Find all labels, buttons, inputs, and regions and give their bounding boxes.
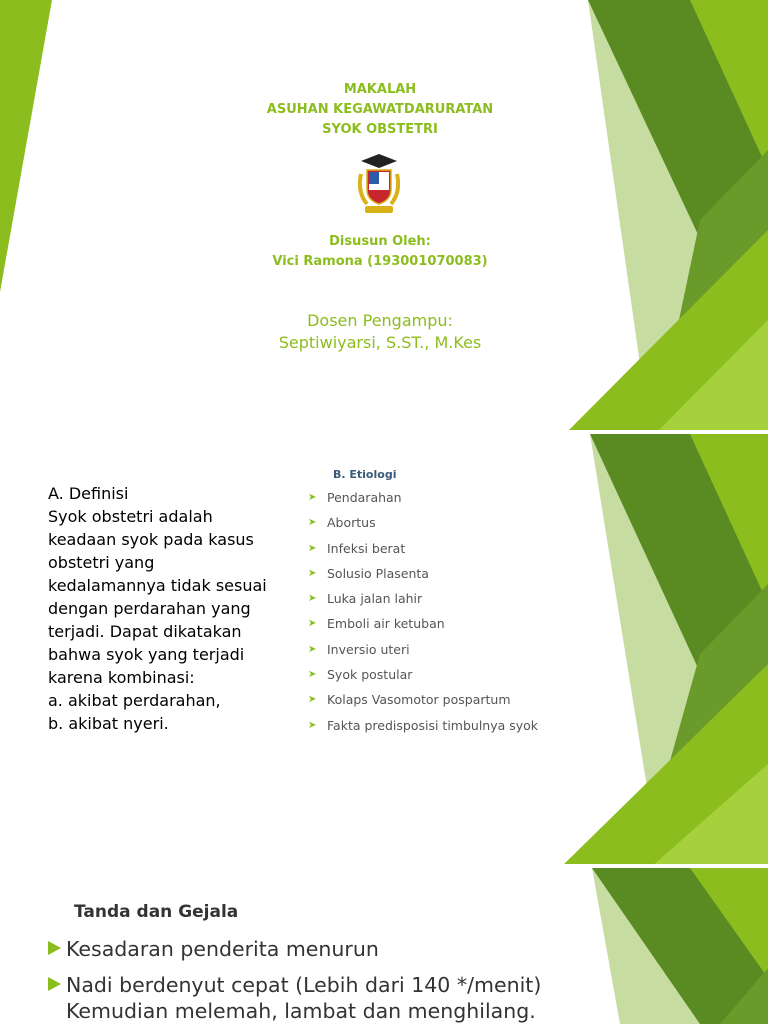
etiology-item [308,718,538,743]
etiology-item-text: Abortus [327,515,376,531]
arrow-bullet-icon: ➤ [308,567,317,579]
signs-heading: Tanda dan Gejala [74,902,239,922]
definition-line: dengan perdarahan yang [48,599,251,618]
etiology-item-text: Pendarahan [327,490,402,505]
etiology-item [308,566,538,591]
definition-line: karena kombinasi: [48,668,195,687]
arrow-bullet-icon: ➤ [308,517,317,529]
etiology-item-text: Solusio Plasenta [327,565,429,581]
etiology-item [308,541,538,566]
definition-line: terjadi. Dapat dikatakan [48,622,242,641]
signs-item [48,972,586,1024]
arrow-bullet-icon: ➤ [308,669,317,681]
etiology-item-text: Kolaps Vasomotor pospartum [327,692,511,708]
author-block [160,232,600,272]
signs-item-text: Kesadaran penderita menurun [66,937,379,961]
etiology-item-text: Fakta predisposisi timbulnya syok [327,717,539,733]
etiology-item-text: Inversio uteri [327,641,410,657]
definition-line: obstetri yang [48,553,155,572]
definition-line: kedalamannya tidak sesuai [48,576,267,595]
definition-section [48,482,288,735]
etiology-item-text: Infeksi berat [327,540,406,556]
signs-item-text: Nadi berdenyut cepat (Lebih dari 140 */menit) Kemudian melemah, lambat dan menghilang. [66,973,542,1023]
definition-line: Syok obstetri adalah [48,507,213,526]
title-line-1: MAKALAH [343,82,417,97]
title-line-3: SYOK OBSTETRI [322,122,438,137]
author-name: Vici Ramona (193001070083) [272,254,488,269]
lecturer-name: Septiwiyarsi, S.ST., M.Kes [278,333,482,352]
etiology-heading: B. Etiologi [333,468,397,481]
triangle-bullet-icon [48,941,61,955]
arrow-bullet-icon: ➤ [308,492,317,503]
author-label: Disusun Oleh: [329,234,431,249]
arrow-bullet-icon: ➤ [308,719,317,731]
definition-line: keadaan syok pada kasus [48,530,254,549]
etiology-item [308,642,538,667]
title-line-2: ASUHAN KEGAWATDARURATAN [266,102,494,117]
etiology-item-text: Syok postular [327,667,413,683]
etiology-item [308,515,538,540]
definition-heading: A. Definisi [48,484,129,503]
etiology-item [308,667,538,692]
definition-line: b. akibat nyeri. [48,714,169,733]
etiology-item [308,692,538,717]
signs-item [48,936,586,962]
arrow-bullet-icon: ➤ [308,643,317,655]
arrow-bullet-icon: ➤ [308,593,317,605]
etiology-item [308,490,538,515]
university-emblem-logo [353,152,405,216]
triangle-bullet-icon [48,977,61,991]
slide-definition-etiology [0,434,768,868]
definition-line: a. akibat perdarahan, [48,691,221,710]
etiology-item [308,591,538,616]
etiology-item-text: Emboli air ketuban [327,616,445,632]
arrow-bullet-icon: ➤ [308,618,317,630]
etiology-item [308,616,538,641]
definition-line: bahwa syok yang terjadi [48,645,245,664]
slide-signs-symptoms [0,868,768,1024]
green-decoration [0,0,768,434]
etiology-item-text: Luka jalan lahir [327,591,423,607]
title-block [160,80,600,140]
arrow-bullet-icon: ➤ [308,694,317,706]
lecturer-block [160,310,600,354]
signs-list [48,936,586,1024]
arrow-bullet-icon: ➤ [308,542,317,554]
etiology-list [308,490,538,743]
slide-title [0,0,768,434]
lecturer-label: Dosen Pengampu: [307,311,453,330]
